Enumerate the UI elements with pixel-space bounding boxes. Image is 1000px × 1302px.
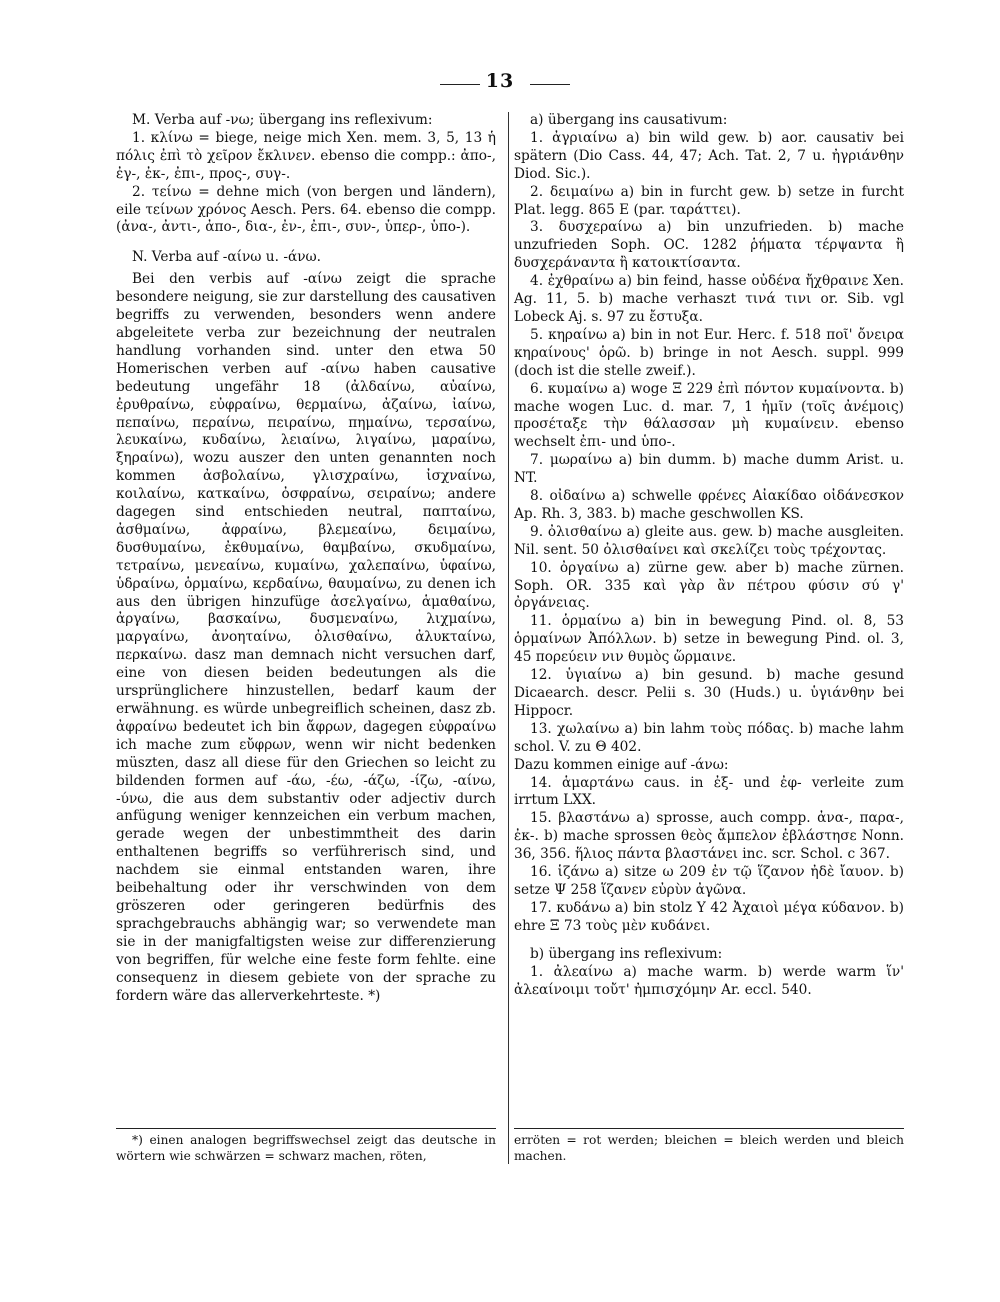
entry-16: 16. ἱζάνω a) sitze ω 209 ἐν τῷ ἵζανον ἠδὲ ἴαυον. b) setze Ψ 258 ἵζανεν εὐρὺν ἀγῶνα. [514,864,904,898]
entry-5: 5. κηραίνω a) bin in not Eur. Herc. f. 518 ποῖ' ὄνειρα κηραίνους' ὁρῶ. b) bringe in not Aesch. suppl. 999 (doch ist die stelle zweif.). [514,326,904,379]
body-paragraph: Bei den verbis auf -αίνω zeigt die sprache besondere neigung, sie zur darstellung des causativen begriffs zu verwenden, besonders wenn andere abgeleitete verba zur bezeichnung der neutralen handlung vorhanden sind. unter den etwa 50 Homerischen verben auf -αίνω haben causative bedeutung ungefähr 18 (ἀλδαίνω, αὐαίνω, ἐρυθραίνω, εὐφραίνω, θερμαίνω, ἀζαίνω, ἰαίνω, πεπαίνω, περαίνω, πειραίνω, πημαίνω, τερσαίνω, λευκαίνω, κυδαίνω, λειαίνω, λιγαίνω, μαραίνω, ξηραίνω), wozu auszer den unten genannten noch kommen ἀσβολαίνω, γλισχραίνω, ἰσχναίνω, κοιλαίνω, κατκαίνω, ὀσφραίνω, σειραίνω; andere dagegen sind entschieden neutral, παπταίνω, ἀσθμαίνω, ἀφραίνω, βλεμεαίνω, δειμαίνω, δυσθυμαίνω, ἐκθυμαίνω, θαμβαίνω, σκυδμαίνω, τετραίνω, μενεαίνω, κυμαίνω, χαλεπαίνω, ὑφαίνω, ὑδραίνω, ὁρμαίνω, κερδαίνω, θαυμαίνω, zu denen ich aus den übrigen hinzufüge ἀσελγαίνω, ἁμαθαίνω, ἀργαίνω, βασκαίνω, δυσμεναίνω, λιχμαίνω, μαργαίνω, ἀνοηταίνω, ὀλισθαίνω, ἀλυκταίνω, περκαίνω. dasz man demnach nicht versuchen darf, eine von diesen beiden bedeutungen als die ursprünglichere hinzustellen, bedarf kaum der erwähnung. es würde unbegreiflich scheinen, dasz zb. ἀφραίνω bedeutet ich bin ἄφρων, dagegen εὐφραίνω ich mache zum εὔφρων, wenn wir nicht bedenken müszten, dasz all diese für den Griechen so leicht zu bildenden formen auf -άω, -έω, -άζω, -ίζω, -αίνω, -ύνω, die aus dem substantiv oder adjectiv durch anfügung weniger kennzeichen ein verbum machen, gerade wegen der unbestimmtheit des darin enthaltenen begriffs so verführerisch sind, und nachdem sie einmal entstanden waren, ihre beibehaltung oder ihr verschwinden von dem gröszeren oder geringeren bedürfnis des sprachgebrauchs abhängig war; so verwendete man sie in der manigfaltigsten weise zur differenzierung von begriffen, für welche eine feste form fehlte. eine consequenz in diesem gebiete von der sprache zu fordern wäre das allerverkehrteste. *) [116,271,496,1004]
header-rule-left [440,84,480,85]
entry-b1: 1. ἀλεαίνω a) mache warm. b) werde warm ἵν' ἀλεαίνοιμι τοὔτ' ἠμπισχόμην Ar. eccl. 540. [514,963,904,998]
right-column [514,112,904,999]
entry-7: 7. μωραίνω a) bin dumm. b) mache dumm Arist. u. NT. [514,452,904,487]
section-heading-m: M. Verba auf -νω; übergang ins reflexivum: [132,112,433,128]
footnote-rule-left [116,1128,496,1129]
column-divider [508,112,509,1164]
entry-11: 11. ὁρμαίνω a) bin in bewegung Pind. ol. 8, 53 ὁρμαίνων Ἀπόλλων. b) setze in bewegung Pind. ol. 3, 45 πορεύειν νιν θυμὸς ὥρμαινε. [514,613,904,666]
section-heading-n: N. Verba auf -αίνω u. -άνω. [132,249,322,266]
entry-17: 17. κυδάνω a) bin stolz Υ 42 Ἀχαιοὶ μέγα κύδανον. b) ehre Ξ 73 τοὺς μὲν κυδάνει. [514,899,904,934]
entry-2: 2. δειμαίνω a) bin in furcht gew. b) setze in furcht Plat. legg. 865 E (par. ταράττει). [514,183,904,218]
entry-15: 15. βλαστάνω a) sprosse, auch compp. ἀνα-, παρα-, ἐκ-. b) mache sprossen θεὸς ἄμπελον ἐβλάστησε Nonn. 36, 356. ἥλιος πάντα βλαστάνει inc. scr. Schol. c 367. [514,810,904,863]
entry-12: 12. ὑγιαίνω a) bin gesund. b) mache gesund Dicaearch. descr. Pelii s. 30 (Huds.) u. ὑγιάνθην bei Hippocr. [514,667,904,719]
entry-4: 4. ἐχθραίνω a) bin feind, hasse οὐδένα ἤχθραινε Xen. Ag. 11, 5. b) mache verhaszt τινά τινι or. Sib. vgl Lobeck Aj. s. 97 zu ἔστυξα. [514,273,904,325]
entry-teino: 2. τείνω = dehne mich (von bergen und ländern), eile τείνων χρόνος Aesch. Pers. 64. ebenso die compp. (ἀνα-, ἀντι-, ἀπο-, δια-, ἐν-, ἐπι-, συν-, ὑπερ-, ὑπο-). [116,183,496,236]
entry-14: 14. ἁμαρτάνω caus. in ἐξ- und ἐφ- verleite zum irrtum LXX. [514,774,904,809]
entry-3: 3. δυσχεραίνω a) bin unzufrieden. b) mache unzufrieden Soph. OC. 1282 ῥήματα τέρψαντα ἢ δυσχεράναντα ἢ κατοικτίσαντα. [514,219,904,272]
footnote-left: *) einen analogen begriffswechsel zeigt das deutsche in wörtern wie schwärzen = schwarz machen, röten, [116,1133,496,1163]
entry-10: 10. ὀργαίνω a) zürne gew. aber b) mache zürnen. Soph. OR. 335 καὶ γὰρ ἂν πέτρου φύσιν σύ γ' ὀργάνειας. [514,559,904,612]
subsection-heading-a: a) übergang ins causativum: [530,112,728,128]
entry-13: 13. χωλαίνω a) bin lahm τοὺς πόδας. b) mache lahm schol. V. zu Θ 402. [514,720,904,755]
footnote-rule-right [514,1128,904,1129]
entry-1: 1. ἀγριαίνω a) bin wild gew. b) aor. causativ bei spätern (Dio Cass. 44, 47; Ach. Tat. 2, 7 u. ἠγριάνθην Diod. Sic.). [514,129,904,182]
page-number: 13 [485,70,515,92]
entry-8: 8. οἰδαίνω a) schwelle φρένες Αἰακίδαο οἰδάνεσκον Ap. Rh. 3, 383. b) mache geschwollen KS. [514,488,904,522]
entry-klino: 1. κλίνω = biege, neige mich Xen. mem. 3, 5, 13 ἡ πόλις ἐπὶ τὸ χεῖρον ἔκλινεν. ebenso die compp.: ἀπο-, ἐγ-, ἐκ-, ἐπι-, προς-, συγ-. [116,129,496,182]
subsection-heading-b: b) übergang ins reflexivum: [530,945,723,962]
left-column [116,112,496,1005]
transition-line: Dazu kommen einige auf -άνω: [514,756,729,773]
footnote-right: erröten = rot werden; bleichen = bleich werden und bleich machen. [514,1133,904,1163]
header-rule-right [530,84,570,85]
entry-9: 9. ὀλισθαίνω a) gleite aus. gew. b) mache ausgleiten. Nil. sent. 50 ὀλισθαίνει καὶ σκελίζει τοὺς τρέχοντας. [514,523,904,558]
page-header [0,70,1000,100]
entry-6: 6. κυμαίνω a) woge Ξ 229 ἐπὶ πόντον κυμαίνοντα. b) mache wogen Luc. d. mar. 7, 1 ἡμῖν (τοῖς ἀνέμοις) προσέταξε τὴν θάλασσαν μὴ κυμαίνειν. ebenso wechselt ἐπι- und ὑπο-. [514,380,904,451]
